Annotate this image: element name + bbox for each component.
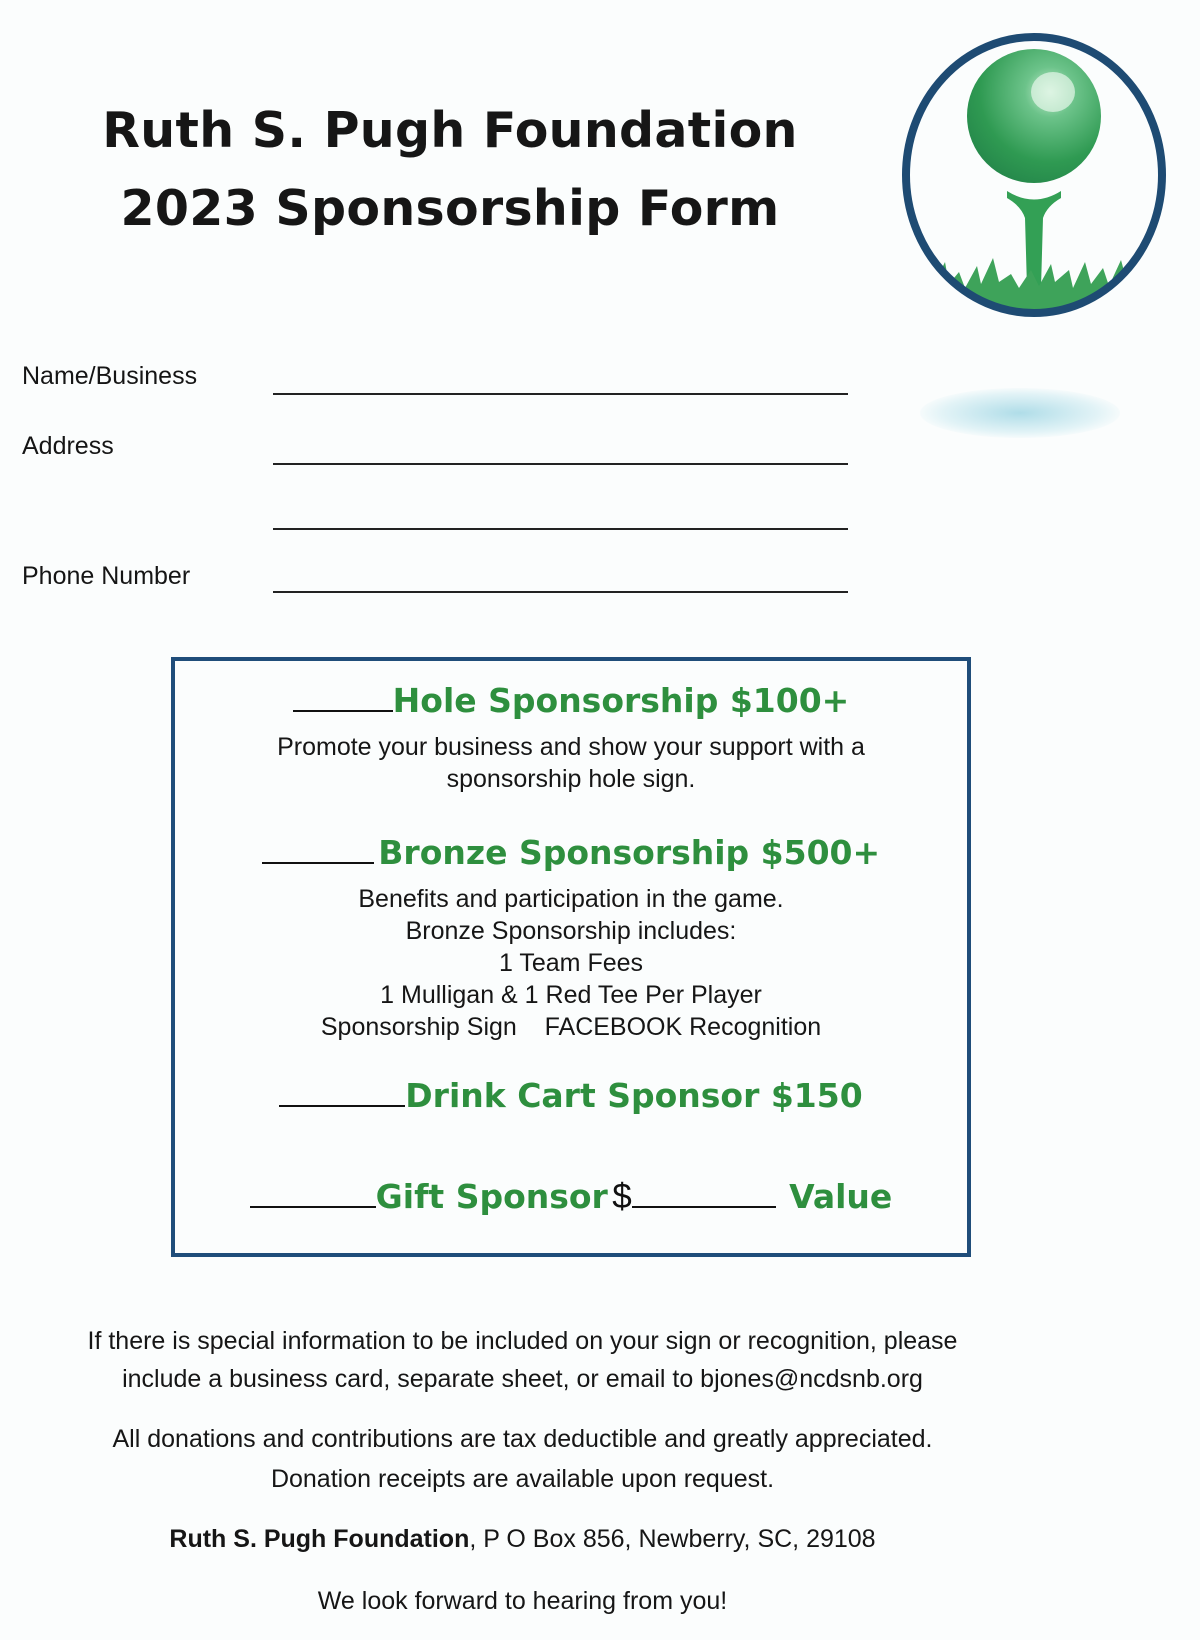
special-info-line-2: include a business card, separate sheet, or email to bjones@ncdsnb.org <box>122 1365 923 1393</box>
bronze-sponsorship-check-blank[interactable] <box>262 860 374 864</box>
hole-sponsorship-title: Hole Sponsorship $100+ <box>392 681 850 720</box>
bronze-desc-2: Bronze Sponsorship includes: <box>405 917 737 945</box>
bronze-desc-5 <box>175 1011 967 1043</box>
address-details: , P O Box 856, Newberry, SC, 29108 <box>469 1525 876 1553</box>
phone-number-label: Phone Number <box>22 562 191 590</box>
bronze-desc-facebook-recognition: FACEBOOK Recognition <box>544 1013 822 1041</box>
drink-cart-sponsor-row <box>175 1076 967 1115</box>
bronze-sponsorship-title: Bronze Sponsorship $500+ <box>378 833 881 872</box>
address-field-line-1[interactable] <box>273 463 848 465</box>
address-label: Address <box>22 432 114 460</box>
drink-cart-check-blank[interactable] <box>279 1103 405 1107</box>
bronze-desc-1: Benefits and participation in the game. <box>358 885 784 913</box>
bronze-sponsorship-row <box>175 833 967 872</box>
bronze-desc-4: 1 Mulligan & 1 Red Tee Per Player <box>380 981 762 1009</box>
drink-cart-sponsor-title: Drink Cart Sponsor $150 <box>405 1076 863 1115</box>
bronze-desc-sponsorship-sign: Sponsorship Sign <box>320 1013 517 1041</box>
mailing-address <box>0 1520 1045 1558</box>
address-field-line-2[interactable] <box>273 528 848 530</box>
hole-sponsorship-desc-1: Promote your business and show your support with a <box>277 733 865 761</box>
golf-ball-on-tee-icon <box>895 26 1173 324</box>
bronze-desc-3: 1 Team Fees <box>498 949 644 977</box>
gift-sponsor-value-label: Value <box>789 1177 893 1216</box>
hole-sponsorship-row <box>175 681 967 720</box>
gift-value-blank[interactable] <box>632 1204 776 1208</box>
hole-sponsorship-check-blank[interactable] <box>293 708 393 712</box>
page-title-line-2: 2023 Sponsorship Form <box>120 180 780 237</box>
tax-deductible-line-2: Donation receipts are available upon request. <box>270 1465 775 1493</box>
page-title-line-1: Ruth S. Pugh Foundation <box>102 102 798 159</box>
hole-sponsorship-desc-2: sponsorship hole sign. <box>446 765 696 793</box>
name-business-label: Name/Business <box>22 362 198 390</box>
scan-smudge <box>920 388 1120 438</box>
closing-line: We look forward to hearing from you! <box>317 1587 728 1615</box>
address-org-name: Ruth S. Pugh Foundation <box>169 1525 470 1553</box>
gift-sponsor-row <box>175 1177 967 1217</box>
sponsorship-options-box <box>171 657 971 1257</box>
gift-sponsor-check-blank[interactable] <box>250 1204 376 1208</box>
special-info-line-1: If there is special information to be included on your sign or recognition, please <box>87 1327 958 1355</box>
gift-sponsor-dollar-sign: $ <box>612 1177 632 1216</box>
name-business-field[interactable] <box>273 393 848 395</box>
phone-number-field[interactable] <box>273 591 848 593</box>
tax-deductible-line-1: All donations and contributions are tax deductible and greatly appreciated. <box>112 1425 933 1453</box>
gift-sponsor-title: Gift Sponsor <box>375 1177 608 1216</box>
